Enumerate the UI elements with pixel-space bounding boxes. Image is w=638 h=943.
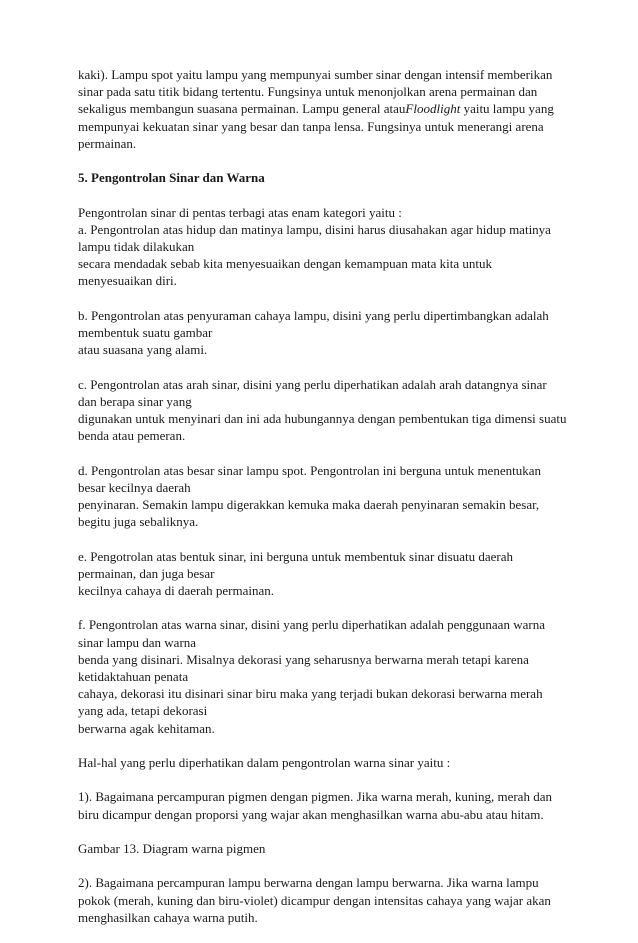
- figure-caption: Gambar 13. Diagram warna pigmen: [78, 840, 266, 856]
- text-line: secara mendadak sebab kita menyesuaikan dengan kemampuan mata kita untuk: [78, 256, 493, 272]
- text-line: menyesuaikan diri.: [78, 273, 177, 289]
- text-line: mempunyai kekuatan sinar yang besar dan tanpa lensa. Fungsinya untuk menerangi arena: [78, 118, 544, 134]
- paragraph-item-b: [78, 307, 568, 359]
- paragraph-item-e: [78, 548, 568, 600]
- text-line: e. Pengotrolan atas bentuk sinar, ini berguna untuk membentuk sinar disuatu daerah: [78, 548, 513, 564]
- text-line: cahaya, dekorasi itu disinari sinar biru maka yang terjadi bukan dekorasi berwarna merah: [78, 686, 543, 702]
- text-line: pokok (merah, kuning dan biru-violet) dicampur dengan intensitas cahaya yang wajar akan: [78, 892, 551, 908]
- text-line: benda atau pemeran.: [78, 428, 186, 444]
- text-line: benda yang disinari. Misalnya dekorasi yang seharusnya berwarna merah tetapi karena: [78, 651, 529, 667]
- text-line: sinar lampu dan warna: [78, 634, 197, 650]
- text-line: permainan.: [78, 135, 137, 151]
- text-line: kecilnya cahaya di daerah permainan.: [78, 583, 274, 598]
- text-line: besar kecilnya daerah: [78, 479, 191, 495]
- text-line: begitu juga sebaliknya.: [78, 514, 199, 530]
- text-line: ketidaktahuan penata: [78, 669, 189, 684]
- paragraph-item-f: [78, 616, 568, 736]
- text-line: c. Pengontrolan atas arah sinar, disini yang perlu diperhatikan adalah arah datangnya sinar: [78, 376, 547, 392]
- paragraph-item-c: [78, 376, 568, 445]
- paragraph-lamp-types: [78, 66, 568, 152]
- text-line: sinar pada satu titik bidang tertentu. Fungsinya untuk menonjolkan arena permainan dan: [78, 84, 538, 100]
- text-line: b. Pengontrolan atas penyuraman cahaya lampu, disini yang perlu dipertimbangkan adalah: [78, 307, 549, 323]
- section-heading: 5. Pengontrolan Sinar dan Warna: [78, 170, 265, 186]
- italic-term-floodlight: Floodlight: [405, 101, 461, 117]
- text-line: 1). Bagaimana percampuran pigmen dengan pigmen. Jika warna merah, kuning, merah dan: [78, 789, 552, 805]
- document-page: [78, 66, 568, 943]
- paragraph-item-d: [78, 462, 568, 531]
- text-run: yaitu lampu yang: [460, 101, 554, 117]
- text-line: permainan, dan juga besar: [78, 565, 215, 581]
- text-line: atau suasana yang alami.: [78, 342, 208, 358]
- paragraph-numbered-1: [78, 788, 568, 822]
- text-line: yang ada, tetapi dekorasi: [78, 703, 208, 719]
- text-line: digunakan untuk menyinari dan ini ada hubungannya dengan pembentukan tiga dimensi suatu: [78, 411, 567, 426]
- text-line: dan berapa sinar yang: [78, 393, 192, 409]
- text-line: d. Pengontrolan atas besar sinar lampu spot. Pengontrolan ini berguna untuk menentukan: [78, 462, 541, 478]
- text-line: a. Pengontrolan atas hidup dan matinya lampu, disini harus diusahakan agar hidup matinya: [78, 221, 551, 237]
- paragraph-intro: [78, 204, 568, 290]
- text-line: kaki). Lampu spot yaitu lampu yang mempunyai sumber sinar dengan intensif memberikan: [78, 67, 553, 82]
- text-line: penyinaran. Semakin lampu digerakkan kemuka maka daerah penyinaran semakin besar,: [78, 497, 540, 512]
- text-line: berwarna agak kehitaman.: [78, 720, 215, 736]
- text-line: lampu tidak dilakukan: [78, 239, 195, 254]
- text-run: sekaligus membangun suasana permainan. Lampu general atau: [78, 101, 406, 117]
- text-line: Pengontrolan sinar di pentas terbagi atas enam kategori yaitu :: [78, 204, 402, 220]
- text-line: menghasilkan cahaya warna putih.: [78, 909, 258, 925]
- text-line: f. Pengontrolan atas warna sinar, disini yang perlu diperhatikan adalah penggunaan warna: [78, 617, 545, 633]
- paragraph-color-control-intro: Hal-hal yang perlu diperhatikan dalam pengontrolan warna sinar yaitu :: [78, 755, 451, 770]
- text-line: 2). Bagaimana percampuran lampu berwarna dengan lampu berwarna. Jika warna lampu: [78, 875, 539, 891]
- text-line: biru dicampur dengan proporsi yang wajar akan menghasilkan warna abu-abu atau hitam.: [78, 806, 544, 822]
- text-line: [78, 100, 568, 117]
- paragraph-numbered-2: [78, 874, 568, 926]
- text-line: membentuk suatu gambar: [78, 325, 213, 340]
